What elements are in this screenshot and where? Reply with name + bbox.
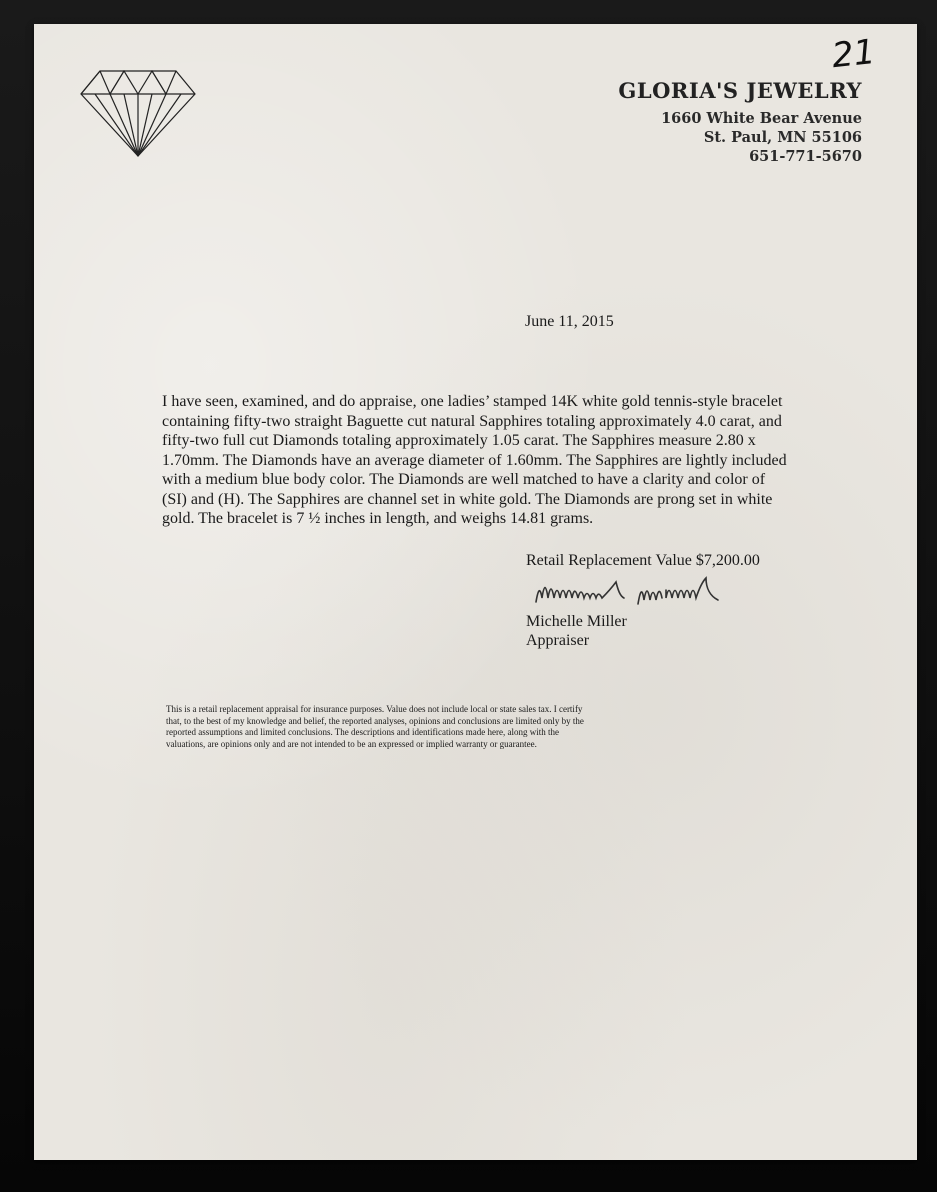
disclaimer-text: This is a retail replacement appraisal for insurance purposes. Value does not include local or state sales tax. I certify that, to the best of my knowledge and belief, the reported analyses, opinions and conclusions are limited only by the reported assumptions and limited conclusions. The descriptions and identifications made here, along with the valuations, are opinions only and are not intended to be an expressed or implied warranty or guarantee. <box>166 704 584 749</box>
letter-date: June 11, 2015 <box>525 313 614 330</box>
address-street: 1660 White Bear Avenue <box>661 110 862 127</box>
signer-title: Appraiser <box>526 632 590 649</box>
retail-replacement-value: Retail Replacement Value $7,200.00 <box>526 552 760 569</box>
signer-name: Michelle Miller <box>526 613 627 630</box>
company-address <box>661 109 862 166</box>
address-city: St. Paul, MN 55106 <box>703 129 862 146</box>
handwritten-signature <box>532 572 732 614</box>
company-name: GLORIA'S JEWELRY <box>618 78 862 103</box>
address-phone: 651-771-5670 <box>749 148 862 165</box>
appraisal-letter-page <box>34 24 917 1160</box>
appraisal-body: I have seen, examined, and do appraise, one ladies’ stamped 14K white gold tennis-style bracelet containing fifty-two straight Baguette cut natural Sapphires totaling approximately 4.0 carat, and fifty-two full cut Diamonds totaling approximately 1.05 carat. The Sapphires measure 2.80 x 1.70mm. The Diamonds have an average diameter of 1.60mm. The Sapphires are lightly included with a medium blue body color. The Diamonds are well matched to have a clarity and color of (SI) and (H). The Sapphires are channel set in white gold. The Diamonds are prong set in white gold. The bracelet is 7 ½ inches in length, and weighs 14.81 grams. <box>162 393 787 527</box>
handwritten-page-number: 21 <box>830 31 878 77</box>
diamond-icon <box>80 68 196 158</box>
